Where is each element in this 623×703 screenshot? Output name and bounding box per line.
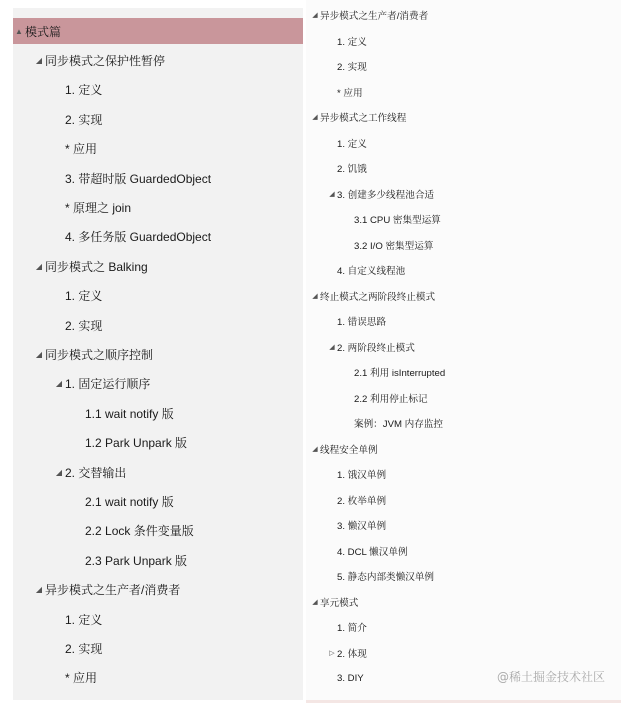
tree-node-leaf[interactable] <box>306 260 621 280</box>
tree-node-group[interactable] <box>306 5 621 25</box>
tree-node-leaf[interactable] <box>306 413 621 433</box>
collapse-arrow-icon[interactable]: ◢ <box>35 585 43 595</box>
tree-node-group[interactable] <box>306 592 621 612</box>
tree-node-leaf[interactable] <box>13 106 303 132</box>
tree-node-leaf[interactable] <box>13 312 303 338</box>
left-outline-tree <box>13 8 303 700</box>
tree-node-leaf[interactable] <box>306 133 621 153</box>
tree-node-label: 异步模式之生产者/消费者 <box>45 583 181 598</box>
tree-node-leaf[interactable] <box>306 56 621 76</box>
tree-node-leaf[interactable] <box>13 283 303 309</box>
collapse-arrow-icon[interactable]: ◢ <box>312 12 318 19</box>
tree-node-label: 2. 枚举单例 <box>337 495 387 507</box>
tree-node-group[interactable] <box>306 286 621 306</box>
collapse-arrow-icon[interactable]: ◢ <box>55 379 63 389</box>
tree-node-label: * 应用 <box>65 142 98 157</box>
tree-node-leaf[interactable] <box>13 224 303 250</box>
tree-node-label: 3. 懒汉单例 <box>337 521 387 532</box>
tree-node-label: 1. 错误思路 <box>337 317 387 328</box>
tree-node-label: 1. 简介 <box>337 623 367 634</box>
tree-node-label: 案例：JVM 内存监控 <box>354 419 444 430</box>
tree-node-label: * 应用 <box>65 671 98 686</box>
collapse-arrow-icon[interactable]: ◢ <box>55 467 63 477</box>
tree-node-leaf[interactable] <box>306 158 621 178</box>
tree-node-group[interactable] <box>13 371 303 397</box>
tree-node-leaf[interactable] <box>306 490 621 510</box>
collapse-arrow-icon[interactable]: ◢ <box>329 190 335 198</box>
tree-node-label: 2.2 Lock 条件变量版 <box>85 524 194 539</box>
tree-node-label: 1.1 wait notify 版 <box>85 406 174 421</box>
tree-node-label: 2. 体现 <box>337 648 367 660</box>
tree-node-leaf[interactable] <box>306 311 621 331</box>
tree-node-leaf[interactable] <box>306 31 621 51</box>
tree-node-label: 2.1 wait notify 版 <box>85 494 174 509</box>
tree-node-leaf[interactable] <box>13 136 303 162</box>
tree-node-label: 3. DIY <box>337 672 364 684</box>
tree-node-label: 3.1 CPU 密集型运算 <box>354 215 441 226</box>
collapse-arrow-icon[interactable]: ◢ <box>35 349 43 359</box>
tree-node-leaf[interactable] <box>13 518 303 544</box>
tree-node-leaf[interactable] <box>306 82 621 102</box>
tree-node-label: 2.3 Park Unpark 版 <box>85 553 188 568</box>
tree-node-label: 异步模式之工作线程 <box>320 113 407 124</box>
tree-node-leaf[interactable] <box>13 165 303 191</box>
tree-node-label: 模式篇 <box>25 24 62 39</box>
collapse-arrow-icon[interactable]: ◢ <box>312 598 318 606</box>
tree-node-label: 3. 带超时版 GuardedObject <box>65 171 212 186</box>
tree-node-leaf[interactable] <box>13 665 303 691</box>
tree-node-label: 线程安全单例 <box>320 444 378 456</box>
expand-arrow-icon[interactable]: ▷ <box>329 649 335 657</box>
tree-node-group[interactable] <box>13 341 303 367</box>
tree-node-leaf[interactable] <box>306 362 621 382</box>
tree-node-group[interactable] <box>306 439 621 459</box>
tree-node-leaf[interactable] <box>306 464 621 484</box>
tree-node-label: 享元模式 <box>320 597 359 609</box>
tree-node-label: 终止模式之两阶段终止模式 <box>320 291 436 303</box>
tree-node-label: 1.2 Park Unpark 版 <box>85 436 188 451</box>
collapse-arrow-icon[interactable]: ◢ <box>312 114 318 121</box>
collapse-arrow-icon[interactable]: ◢ <box>35 261 43 271</box>
tree-node-label: 3.2 I/O 密集型运算 <box>354 240 434 252</box>
tree-node-leaf[interactable] <box>13 194 303 220</box>
tree-node-label: 1. 固定运行顺序 <box>65 377 151 392</box>
tree-node-label: 2. 实现 <box>65 318 103 333</box>
tree-node-leaf[interactable] <box>306 388 621 408</box>
tree-node-label: 1. 定义 <box>337 138 367 150</box>
collapse-arrow-icon[interactable]: ◢ <box>35 55 43 65</box>
tree-node-label: 2. 实现 <box>65 112 103 127</box>
tree-node-group[interactable] <box>306 337 621 357</box>
tree-node-label: 4. DCL 懒汉单例 <box>337 546 408 558</box>
tree-node-leaf[interactable] <box>306 209 621 229</box>
tree-node-leaf[interactable] <box>306 617 621 637</box>
tree-node-leaf[interactable] <box>13 547 303 573</box>
tree-node-leaf[interactable] <box>13 635 303 661</box>
collapse-arrow-icon[interactable]: ◢ <box>329 343 335 351</box>
right-outline-tree <box>306 0 621 703</box>
tree-node-label: 4. 自定义线程池 <box>337 266 406 277</box>
tree-node-label: 1. 定义 <box>337 36 367 48</box>
tree-node-group[interactable] <box>13 18 303 44</box>
tree-node-leaf[interactable] <box>13 400 303 426</box>
watermark: @稀土掘金技术社区 <box>496 670 605 684</box>
tree-node-label: 2.1 利用 isInterrupted <box>354 368 446 379</box>
tree-node-label: 1. 定义 <box>65 83 103 98</box>
tree-node-label: 异步模式之生产者/消费者 <box>320 11 429 22</box>
tree-node-label: 2. 实现 <box>337 62 367 73</box>
collapse-arrow-icon[interactable]: ◢ <box>312 292 318 300</box>
tree-node-group[interactable] <box>306 107 621 127</box>
tree-node-group[interactable] <box>13 253 303 279</box>
tree-node-group[interactable] <box>13 47 303 73</box>
tree-node-label: 5. 静态内部类懒汉单例 <box>337 572 435 583</box>
tree-node-group[interactable] <box>306 643 621 663</box>
tree-node-leaf[interactable] <box>13 606 303 632</box>
tree-node-group[interactable] <box>306 184 621 204</box>
tree-node-label: * 应用 <box>337 87 363 99</box>
tree-node-label: 1. 定义 <box>65 289 103 304</box>
tree-node-label: 2. 交替输出 <box>65 465 127 480</box>
tree-node-label: 2.2 利用停止标记 <box>354 393 428 405</box>
tree-node-leaf[interactable] <box>306 235 621 255</box>
tree-node-label: 1. 定义 <box>65 612 103 627</box>
tree-node-label: 3. 创建多少线程池合适 <box>337 189 435 201</box>
tree-node-label: 同步模式之顺序控制 <box>45 347 154 362</box>
tree-node-group[interactable] <box>13 577 303 603</box>
tree-node-label: 2. 饥饿 <box>337 164 367 175</box>
tree-node-label: 2. 两阶段终止模式 <box>337 342 415 354</box>
collapse-arrow-icon[interactable]: ◢ <box>312 445 318 453</box>
tree-node-label: 同步模式之保护性暂停 <box>45 53 166 68</box>
tree-node-leaf[interactable] <box>306 515 621 535</box>
tree-node-label: 2. 实现 <box>65 641 103 656</box>
tree-node-leaf[interactable] <box>13 488 303 514</box>
tree-node-label: * 原理之 join <box>65 200 132 215</box>
tree-node-group[interactable] <box>13 459 303 485</box>
tree-node-label: 1. 饿汉单例 <box>337 470 387 481</box>
tree-node-label: 4. 多任务版 GuardedObject <box>65 230 212 245</box>
tree-node-leaf[interactable] <box>13 77 303 103</box>
tree-node-leaf[interactable] <box>306 566 621 586</box>
tree-node-leaf[interactable] <box>306 541 621 561</box>
tree-node-leaf[interactable] <box>13 430 303 456</box>
collapse-arrow-icon[interactable]: ▲ <box>15 26 23 36</box>
tree-node-label: 同步模式之 Balking <box>45 259 148 274</box>
